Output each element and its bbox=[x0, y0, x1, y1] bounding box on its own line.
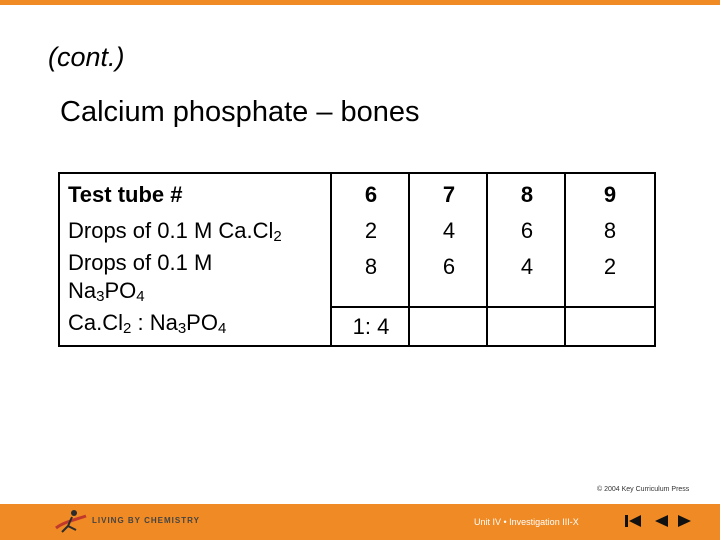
na3po4-drops: 2 bbox=[603, 254, 617, 279]
previous-slide-button[interactable] bbox=[652, 514, 670, 528]
ratio-row-divider bbox=[332, 306, 654, 308]
column-tube-7 bbox=[410, 174, 488, 345]
na3po4-drops: 8 bbox=[364, 254, 378, 279]
cacl2-drops: 6 bbox=[520, 218, 534, 243]
next-slide-button[interactable] bbox=[676, 514, 694, 528]
column-tube-9 bbox=[566, 174, 654, 345]
top-accent-bar bbox=[0, 0, 720, 5]
header-label: Test tube # bbox=[68, 182, 183, 207]
tube-number: 8 bbox=[520, 182, 534, 207]
ratio-value-tube-6: 1: 4 bbox=[352, 314, 390, 339]
row-cacl2-label: Drops of 0.1 M $Ca.Cl_2$ bbox=[68, 218, 282, 245]
unit-label: Unit IV • Investigation III-X bbox=[474, 517, 579, 527]
slide-title: Calcium phosphate – bones bbox=[60, 96, 420, 128]
label-column bbox=[60, 174, 332, 345]
tube-number: 7 bbox=[442, 182, 456, 207]
runner-logo-icon bbox=[52, 508, 92, 534]
cacl2-drops: 8 bbox=[603, 218, 617, 243]
first-slide-icon bbox=[624, 514, 642, 528]
previous-slide-icon bbox=[652, 514, 670, 528]
na3po4-drops: 4 bbox=[520, 254, 534, 279]
row-ratio-label: $Ca.Cl_2$ : $Na_3PO_4$ bbox=[68, 310, 227, 337]
experiment-table bbox=[58, 172, 656, 347]
copyright-text: © 2004 Key Curriculum Press bbox=[597, 486, 690, 493]
tube-number: 6 bbox=[364, 182, 378, 207]
cacl2-drops: 4 bbox=[442, 218, 456, 243]
living-by-chemistry-logo bbox=[52, 508, 202, 534]
cacl2-drops: 2 bbox=[364, 218, 378, 243]
na3po4-drops: 6 bbox=[442, 254, 456, 279]
column-tube-8 bbox=[488, 174, 566, 345]
slide-subtitle: (cont.) bbox=[48, 42, 125, 72]
tube-number: 9 bbox=[603, 182, 617, 207]
first-slide-button[interactable] bbox=[624, 514, 642, 528]
next-slide-icon bbox=[676, 514, 694, 528]
brand-name: LIVING BY CHEMISTRY bbox=[92, 516, 200, 525]
row-na3po4-label: Drops of 0.1 M $Na_3PO_4$ bbox=[68, 250, 213, 305]
